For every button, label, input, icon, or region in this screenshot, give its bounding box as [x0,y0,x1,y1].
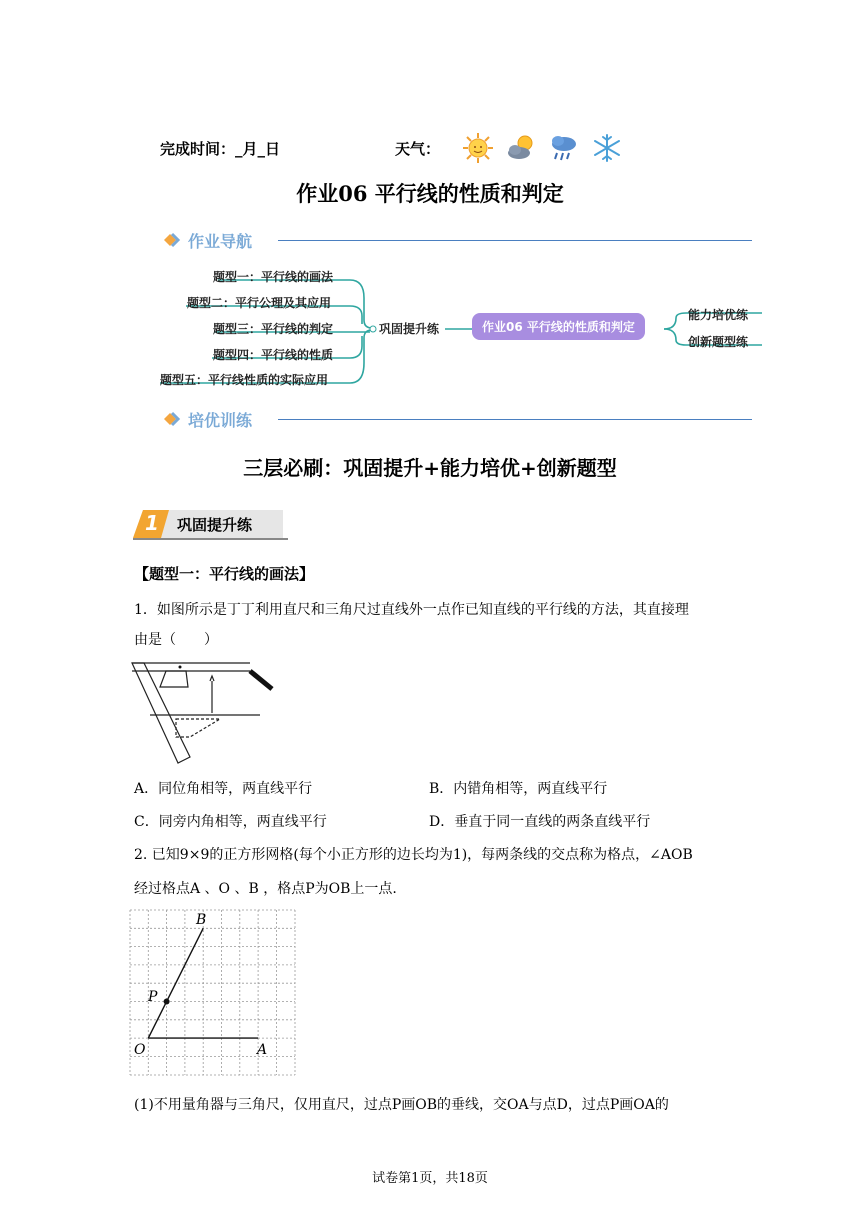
level-number: 1 [145,511,159,535]
mindmap-item-1: 题型一：平行线的画法 [213,270,334,284]
q1-option-d[interactable]: D．垂直于同一直线的两条直线平行 [429,814,651,830]
divider [278,419,752,420]
completion-time: 完成时间：_月_日 [160,140,281,158]
divider [278,240,752,241]
section-big-title: 三层必刷：巩固提升+能力培优+创新题型 [243,456,617,480]
q2-grid-figure [120,905,305,1085]
train-section-header [162,407,252,431]
nav-section-header [162,228,252,252]
q2-line1: 2. 已知9×9的正方形网格(每个小正方形的边长均为1)，每两条线的交点称为格点，∠AOB [134,847,693,863]
q2-sub1: (1)不用量角器与三角尺，仅用直尺，过点P画OB的垂线，交OA与点D，过点P画OA的 [134,1097,669,1113]
level-label: 巩固提升练 [177,516,253,534]
page-footer: 试卷第1页，共18页 [372,1171,488,1186]
train-section-label: 培优训练 [188,410,253,430]
rain-icon [548,132,580,164]
mindmap-item-3: 题型三：平行线的判定 [213,322,334,336]
q2-line2: 经过格点A 、O 、B ，格点P为OB上一点. [134,881,397,897]
snowflake-icon [591,132,623,164]
mindmap-right-1: 能力培优练 [688,308,749,322]
q1-ruler-triangle-figure [130,657,280,765]
mindmap-item-2: 题型二：平行公理及其应用 [187,296,332,310]
q1-option-c[interactable]: C．同旁内角相等，两直线平行 [134,814,327,830]
partly-cloudy-icon [505,132,537,164]
mindmap-item-5: 题型五：平行线性质的实际应用 [160,373,329,387]
page-title: 作业06 平行线的性质和判定 [296,181,564,206]
level-badge [133,508,288,540]
q1-option-b[interactable]: B．内错角相等，两直线平行 [429,781,608,797]
grid-label-o: O [134,1042,146,1058]
mindmap-branch-left: 巩固提升练 [379,322,440,336]
grid-label-p: P [148,989,158,1005]
sun-icon [462,132,494,164]
grid-label-b: B [196,912,207,928]
double-chevron-icon [162,232,184,248]
q1-line2: 由是（ ） [134,632,218,648]
grid-label-a: A [257,1042,268,1058]
double-chevron-icon [162,411,184,427]
weather-label: 天气： [395,140,441,158]
q1-line1: 1．如图所示是丁丁利用直尺和三角尺过直线外一点作已知直线的平行线的方法，其直接理 [134,602,689,618]
question-type-heading: 【题型一：平行线的画法】 [134,565,315,583]
mindmap-center: 作业06 平行线的性质和判定 [472,313,645,340]
q1-option-a[interactable]: A．同位角相等，两直线平行 [134,781,313,797]
nav-section-label: 作业导航 [188,231,253,251]
mindmap-right-2: 创新题型练 [688,335,749,349]
mindmap-item-4: 题型四：平行线的性质 [213,348,334,362]
